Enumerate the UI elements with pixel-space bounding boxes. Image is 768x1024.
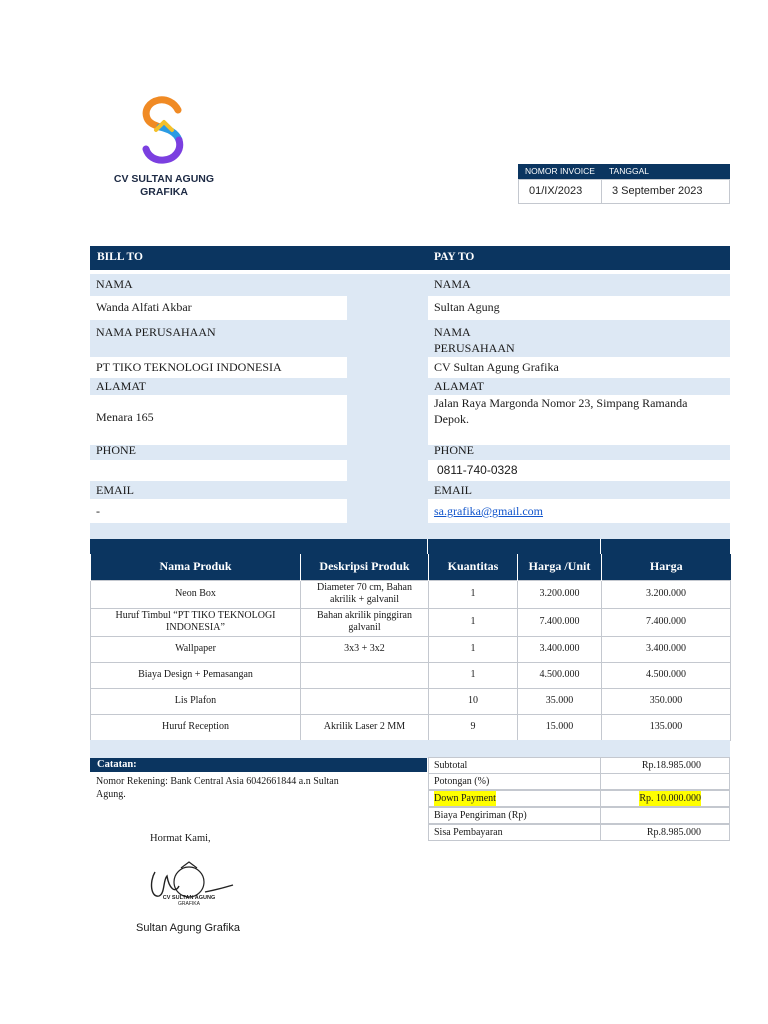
pay-address-line1: Jalan Raya Margonda Nomor 23, Simpang Ramanda (434, 396, 688, 410)
bill-phone-label: PHONE (96, 443, 137, 457)
notes-line1: Nomor Rekening: Bank Central Asia 6042661844 a.n Sultan (96, 776, 339, 787)
signature-greeting: Hormat Kami, (150, 833, 211, 844)
pay-company: CV Sultan Agung Grafika (434, 360, 559, 374)
down-payment-label: Down Payment (434, 793, 496, 804)
product-qty-cell (429, 580, 518, 608)
product-name-cell-text: Biaya Design + Pemasangan (138, 669, 253, 680)
col-product-name: Nama Produk (91, 554, 301, 580)
product-top-band (90, 539, 730, 554)
bill-name-label: NAMA (96, 277, 133, 291)
product-unit-price-cell-text: 4.500.000 (539, 669, 580, 680)
bill-address: Menara 165 (96, 410, 154, 424)
product-name-cell-text: Huruf Reception (162, 721, 229, 732)
table-row (91, 608, 731, 636)
bill-phone-cell (90, 460, 347, 481)
product-price-cell (602, 662, 731, 688)
down-payment-value: Rp. 10.000.000 (639, 793, 701, 804)
company-gap (347, 357, 428, 378)
product-name-cell (91, 688, 301, 714)
product-desc-cell (301, 688, 429, 714)
signature-icon (145, 858, 237, 908)
product-unit-price-cell (518, 580, 602, 608)
col-price: Harga (602, 554, 731, 580)
product-desc-cell (301, 714, 429, 740)
product-qty-cell (429, 608, 518, 636)
address-label-row (90, 378, 730, 395)
phone-label-row (90, 445, 730, 460)
company-name (90, 173, 238, 199)
bill-company: PT TIKO TEKNOLOGI INDONESIA (96, 360, 282, 374)
product-desc-cell (301, 636, 429, 662)
down-payment-row (428, 790, 730, 807)
product-desc-cell-text: 3x3 + 3x2 (344, 643, 385, 654)
company-name-line2: GRAFIKA (140, 186, 188, 198)
product-desc-cell-text: galvanil (348, 622, 381, 633)
pay-address-label: ALAMAT (434, 379, 484, 393)
pay-email-label: EMAIL (434, 483, 472, 497)
col-quantity: Kuantitas (429, 554, 518, 580)
product-unit-price-cell-text: 3.200.000 (539, 588, 580, 599)
col-unit-price: Harga /Unit (518, 554, 602, 580)
product-qty-cell-text: 1 (470, 669, 476, 680)
product-qty-cell-text: 10 (468, 695, 478, 706)
table-row (91, 636, 731, 662)
product-name-cell (91, 580, 301, 608)
discount-label: Potongan (%) (434, 776, 490, 787)
band-divider (600, 539, 601, 554)
invoice-number-label: NOMOR INVOICE (518, 164, 602, 179)
bill-name: Wanda Alfati Akbar (96, 300, 192, 314)
product-unit-price-cell-text: 35.000 (545, 695, 574, 706)
table-row (91, 714, 731, 740)
company-name-line1: CV SULTAN AGUNG (113, 173, 215, 185)
pay-company-label-1: NAMA (434, 325, 471, 339)
totals-divider (600, 757, 601, 841)
product-desc-cell-text: Akrilik Laser 2 MM (323, 721, 406, 732)
product-table-header (91, 554, 731, 580)
product-unit-price-cell (518, 636, 602, 662)
product-unit-price-cell-text: 3.400.000 (539, 643, 580, 654)
bill-company-label: NAMA PERUSAHAAN (96, 325, 216, 339)
bill-to-header: BILL TO (97, 251, 143, 263)
pay-email-link[interactable]: sa.grafika@gmail.com (434, 504, 544, 518)
product-qty-cell-text: 1 (470, 616, 476, 627)
product-name-cell-text: Wallpaper (175, 643, 216, 654)
table-row (91, 662, 731, 688)
discount-row (428, 773, 730, 790)
product-qty-cell-text: 9 (470, 721, 476, 732)
notes-text (96, 775, 339, 801)
pay-to-header: PAY TO (434, 251, 475, 263)
product-table (90, 554, 731, 741)
subtotal-value: Rp.18.985.000 (641, 760, 701, 771)
product-qty-cell (429, 636, 518, 662)
product-qty-cell (429, 714, 518, 740)
pay-company-label-2: PERUSAHAAN (434, 341, 515, 355)
subtotal-row (428, 757, 730, 774)
product-desc-cell-text: Diameter 70 cm, Bahan (317, 582, 412, 593)
invoice-date-label: TANGGAL (602, 164, 730, 179)
notes-line2: Agung. (96, 789, 126, 800)
product-name-cell-text: Neon Box (175, 588, 216, 599)
product-name-cell-text: Huruf Timbul “PT TIKO TEKNOLOGI (115, 610, 276, 621)
product-qty-cell (429, 688, 518, 714)
bill-address-label: ALAMAT (96, 379, 146, 393)
pay-name: Sultan Agung (434, 300, 500, 314)
invoice-date: 3 September 2023 (601, 179, 730, 204)
spacer-band (90, 523, 730, 539)
product-price-cell-text: 3.200.000 (646, 588, 686, 599)
billing-header-band (90, 246, 730, 270)
product-qty-cell (429, 662, 518, 688)
pay-phone: 0811-740-0328 (437, 463, 518, 477)
product-name-cell (91, 608, 301, 636)
product-price-cell (602, 688, 731, 714)
subtotal-label: Subtotal (434, 760, 468, 771)
bill-email: - (96, 504, 100, 518)
shipping-label: Biaya Pengiriman (Rp) (434, 810, 527, 821)
product-unit-price-cell (518, 662, 602, 688)
pay-name-label: NAMA (434, 277, 471, 291)
invoice-number: 01/IX/2023 (518, 179, 602, 204)
product-unit-price-cell (518, 608, 602, 636)
product-price-cell-text: 135.000 (649, 721, 683, 732)
product-price-cell-text: 7.400.000 (646, 616, 686, 627)
product-desc-cell (301, 580, 429, 608)
company-logo-icon (138, 96, 188, 164)
product-price-cell-text: 3.400.000 (646, 643, 686, 654)
product-bottom-band (90, 740, 730, 758)
product-unit-price-cell (518, 688, 602, 714)
band-divider (427, 539, 428, 554)
notes-label: Catatan: (97, 759, 137, 770)
product-desc-cell (301, 608, 429, 636)
product-name-cell (91, 714, 301, 740)
bill-email-cell (90, 499, 347, 523)
col-product-desc: Deskripsi Produk (301, 554, 429, 580)
product-price-cell-text: 4.500.000 (646, 669, 686, 680)
product-name-cell-text: Lis Plafon (174, 695, 217, 706)
pay-address-line2: Depok. (434, 412, 469, 426)
bill-email-label: EMAIL (96, 483, 134, 497)
table-row (91, 688, 731, 714)
signer-name: Sultan Agung Grafika (136, 922, 240, 934)
shipping-row (428, 807, 730, 824)
stamp-line1: CV SULTAN AGUNG (162, 895, 216, 901)
product-desc-cell-text: Bahan akrilik pinggiran (317, 610, 412, 621)
product-qty-cell-text: 1 (470, 588, 476, 599)
product-name-cell (91, 662, 301, 688)
product-unit-price-cell (518, 714, 602, 740)
product-price-cell (602, 636, 731, 662)
product-name-cell-text: INDONESIA” (166, 622, 225, 633)
table-row (91, 580, 731, 608)
pay-phone-label: PHONE (434, 443, 475, 457)
email-label-row (90, 481, 730, 499)
remaining-row (428, 824, 730, 841)
name-label-row (90, 274, 730, 296)
product-desc-cell (301, 662, 429, 688)
remaining-label: Sisa Pembayaran (434, 827, 503, 838)
product-price-cell (602, 608, 731, 636)
remaining-value: Rp.8.985.000 (646, 827, 701, 838)
product-desc-cell-text: akrilik + galvanil (330, 594, 399, 605)
product-price-cell (602, 714, 731, 740)
product-unit-price-cell-text: 7.400.000 (539, 616, 580, 627)
notes-header (90, 758, 427, 772)
product-unit-price-cell-text: 15.000 (545, 721, 574, 732)
product-price-cell (602, 580, 731, 608)
product-qty-cell-text: 1 (470, 643, 476, 654)
product-name-cell (91, 636, 301, 662)
stamp-line2: GRAFIKA (178, 901, 200, 907)
product-price-cell-text: 350.000 (649, 695, 683, 706)
